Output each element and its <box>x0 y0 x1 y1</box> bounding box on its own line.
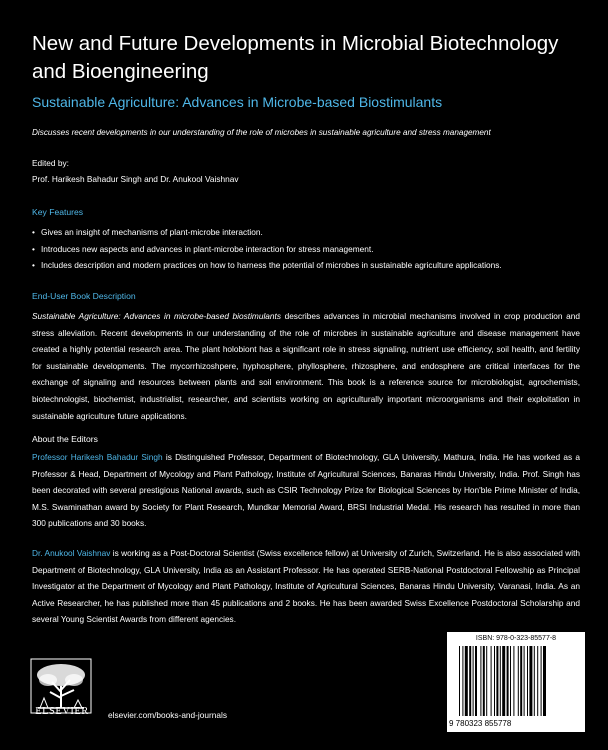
book-title: Sustainable Agriculture: Advances in Microbe-based Biostimulants <box>32 94 443 110</box>
key-features-list <box>32 224 592 274</box>
editor2-text: is working as a Post-Doctoral Scientist (Swiss excellence fellow) at University of Zurich, Switzerland. He is also associated with Department of Biotechnology, GLA University, India as an Assistant Professor. He has operated SERB-National Postdoctoral Fellowship as Principal Investigator at the Department of Mycology and Plant Pathology, Institute of Agricultural Sciences, Banaras Hindu University, Varanasi, India. As an Active Researcher, he has published more than 45 publications and 2 books. He has been awarded Swiss Excellence Postdoctoral Scholarship and several Young Scientist Awards from different agencies. <box>32 548 580 625</box>
editor1-bio <box>32 449 580 532</box>
isbn-text: ISBN: 978-0-323-85577-8 <box>475 635 557 642</box>
barcode-icon <box>457 646 575 718</box>
about-editors-heading: About the Editors <box>32 434 98 444</box>
barcode-block <box>447 632 585 732</box>
editor2-bio <box>32 545 580 628</box>
edited-by-label: Edited by: <box>32 158 69 168</box>
editor2-name: Dr. Anukool Vaishnav <box>32 548 111 558</box>
publisher-name: ELSEVIER <box>35 706 89 717</box>
editor1-text: is Distinguished Professor, Department of Biotechnology, GLA University, Mathura, India. He has worked as a Professor & Head, Department of Mycology and Plant Pathology, Institute of Agricultural Sciences, Banaras Hindu University, India. Prof. Singh has been decorated with several prestigious National awards, such as CSIR Technology Prize for Biological Sciences by Hon'ble Prime Minister of India, M.S. Swaminathan award by Society for Plant Research, Mundkar Memorial Award, BRSI Industrial Medal. His research has resulted in more than 300 publications and 30 books. <box>32 452 580 529</box>
list-item: • Gives an insight of mechanisms of plant-microbe interaction. <box>32 224 592 241</box>
description-paragraph <box>32 308 580 424</box>
description-text: describes advances in microbial mechanisms involved in crop production and stress alleviation. Recent developments in our understanding of the role of microbes in sustainable agriculture and disease management have created a highly potential research area. The plant holobiont has a significant role in stress signaling, nutrient use efficiency, soil health, and fertility for sustainable developments. The mycorrhizoshpere, hyphosphere, phyllosphere, rhizosphere, and endosphere are critical interfaces for the exchange of signaling and resources between plants and soil environment. This book is a reference source for microbiologist, agrochemists, biotechnologist, biochemist, industrialist, researcher, and scientists working on agriculturally important microorganisms and their exploitation in sustainable agriculture future applications. <box>32 311 580 421</box>
list-item: • Includes description and modern practices on how to harness the potential of microbes in sustainable agriculture applications. <box>32 257 592 274</box>
list-item: • Introduces new aspects and advances in plant-microbe interaction for stress management. <box>32 241 592 258</box>
description-heading: End-User Book Description <box>32 291 136 301</box>
key-features-heading: Key Features <box>32 207 84 217</box>
editor-names: Prof. Harikesh Bahadur Singh and Dr. Anukool Vaishnav <box>32 174 239 184</box>
tagline: Discusses recent developments in our understanding of the role of microbes in sustainable agriculture and stress management <box>32 128 491 137</box>
series-title: New and Future Developments in Microbial Biotechnology and Bioengineering <box>32 32 559 83</box>
editor1-name: Professor Harikesh Bahadur Singh <box>32 452 163 462</box>
barcode-digits: 9 780323 855778 <box>449 719 512 728</box>
publisher-website: elsevier.com/books-and-journals <box>108 710 227 720</box>
description-title-italic: Sustainable Agriculture: Advances in microbe-based biostimulants <box>32 311 281 321</box>
